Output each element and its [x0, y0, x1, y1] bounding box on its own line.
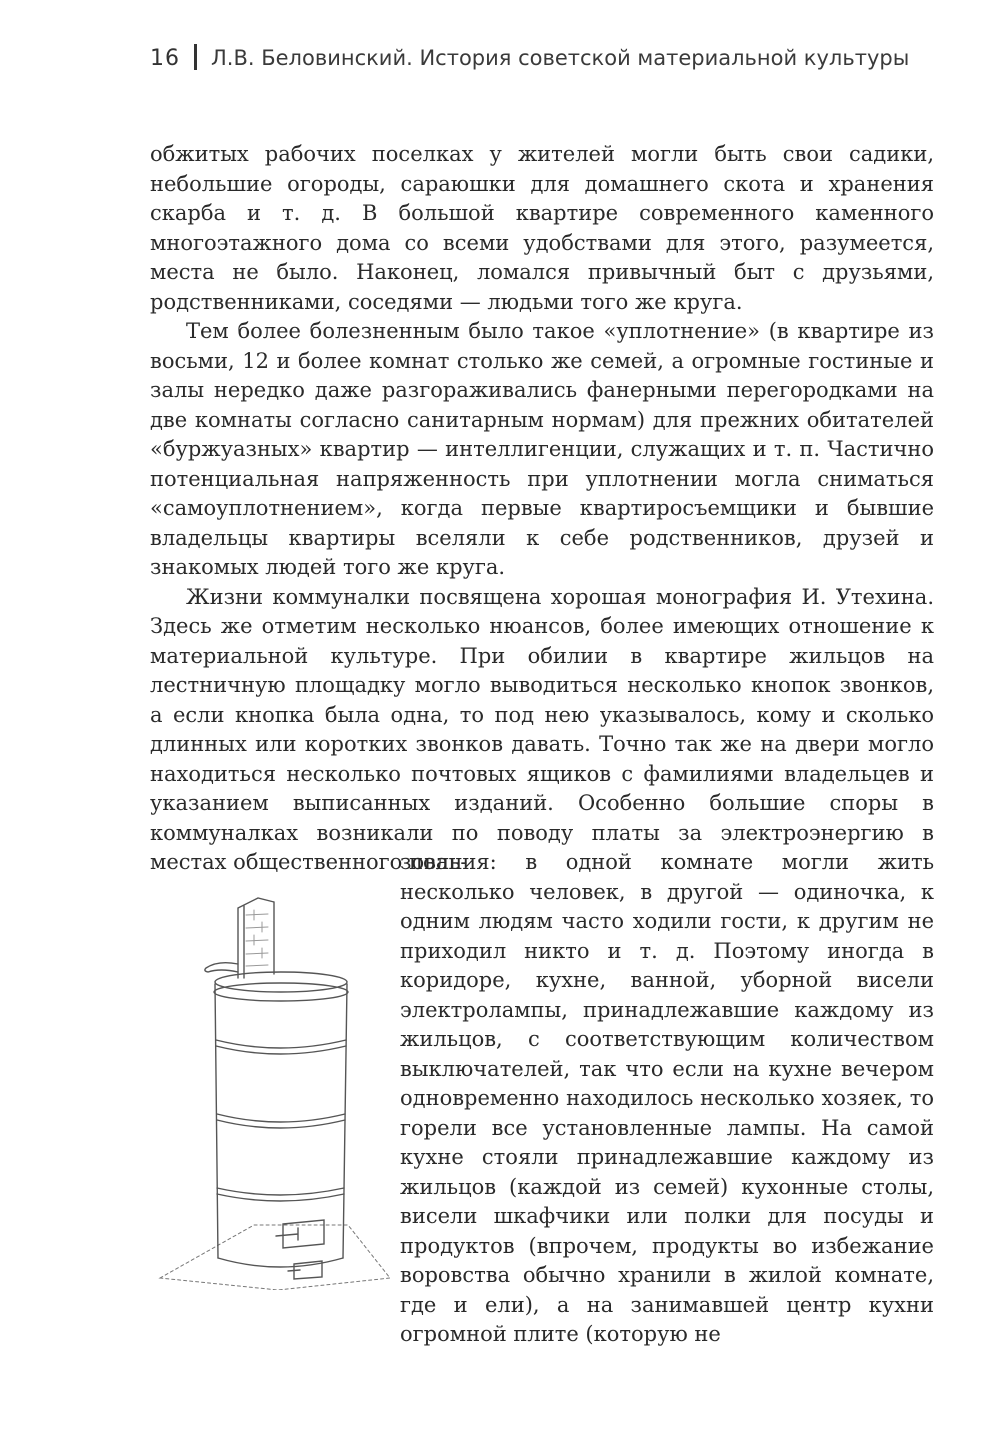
side-text	[400, 848, 934, 1350]
paragraph-3: Жизни коммуналки посвящена хорошая монография И. Утехина. Здесь же отметим несколько нюансов, более имеющих отношение к материальной культуре. При обилии в квартире жильцов на лестничную площадку могло выводиться несколько кнопок звонков, а если кнопка была одна, то под нею указывалось, кому и сколько длинных или коротких звонков давать. Точно так же на двери могло находиться несколько почтовых ящиков с фамилиями владельцев и указанием выписанных изданий. Особенно большие споры в коммуналках возникали по поводу платы за электроэнергию в местах общественного поль-	[150, 584, 934, 874]
paragraph-1: обжитых рабочих поселках у жителей могли быть свои садики, небольшие огороды, сараюшки для домашнего скота и хранения скарба и т. д. В большой квартире современного каменного многоэтажного дома со всеми удобствами для этого, разумеется, места не было. Наконец, ломался привычный быт с друзьями, родственниками, соседями — людьми того же круга.	[150, 142, 934, 314]
running-title: Л.В. Беловинский. История советской материальной культуры	[211, 46, 910, 70]
stove-illustration	[158, 880, 394, 1290]
paragraph-2: Тем более болезненным было такое «уплотнение» (в квартире из восьми, 12 и более комнат столько же семей, а огромные гостиные и залы нередко даже разгораживались фанерными перегородками на две комнаты согласно санитарным нормам) для прежних обитателей «буржуазных» квартир — интеллигенции, служащих и т. п. Частично потенциальная напряженность при уплотнении могла сниматься «самоуплотнением», когда первые квартиросъемщики и бывшие владельцы квартиры вселяли к себе родственников, друзей и знакомых людей того же круга.	[150, 319, 934, 579]
running-head	[150, 44, 909, 71]
body-text	[150, 140, 934, 878]
paragraph-4: зования: в одной комнате могли жить несколько человек, в другой — одиночка, к одним людям часто ходили гости, к другим не приходил никто и т. д. Поэтому иногда в коридоре, кухне, ванной, уборной висели электролампы, принадлежавшие каждому из жильцов, с соответствующим количеством выключателей, так что если на кухне вечером одновременно находилось несколько хозяек, то горели все установленные лампы. На самой кухне стояли принадлежавшие каждому из жильцов (каждой из семей) кухонные столы, висели шкафчики или полки для посуды и продуктов (впрочем, продукты во избежание воровства обычно хранили в жилой комнате, где и ели), а на занимавшей центр кухни огромной плите (которую не	[400, 850, 934, 1346]
header-divider	[194, 44, 197, 70]
page-number: 16	[150, 46, 180, 71]
